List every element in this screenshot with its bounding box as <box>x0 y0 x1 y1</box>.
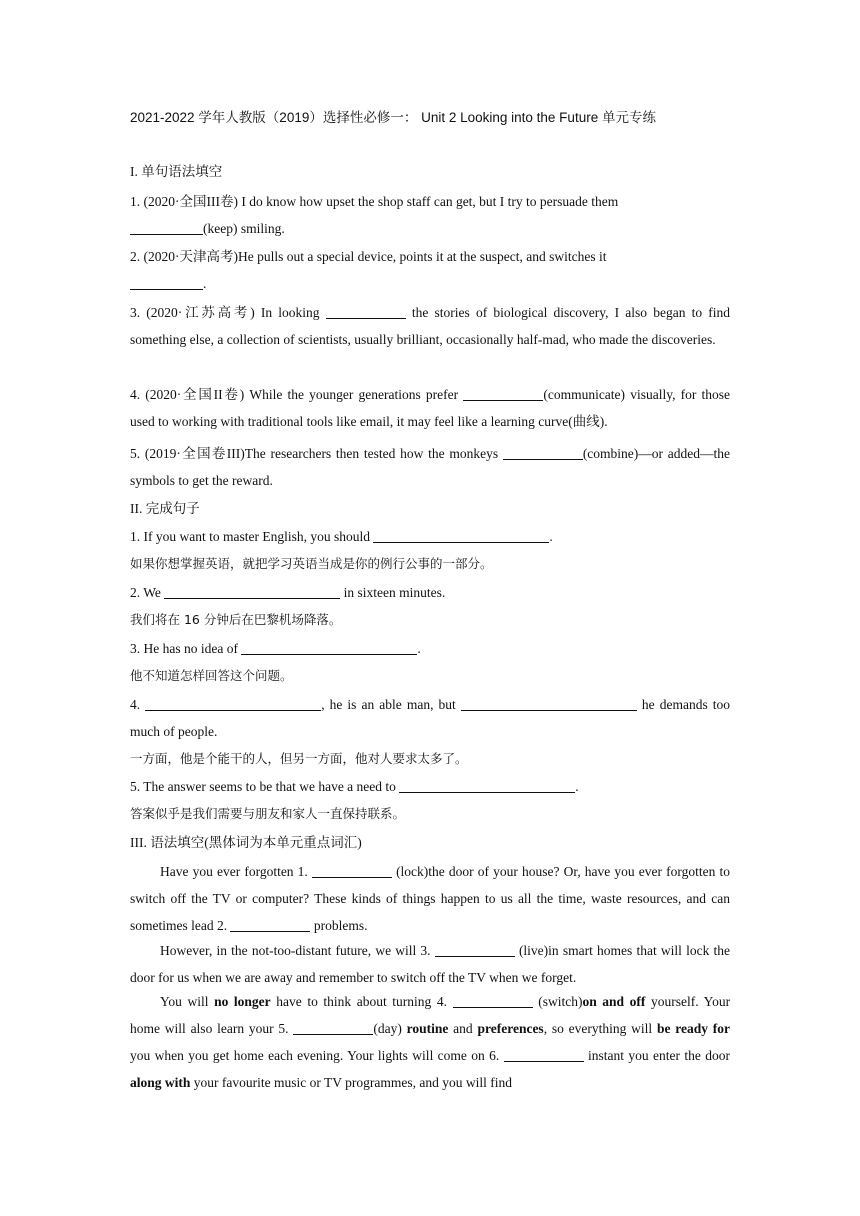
answer-blank[interactable] <box>130 220 203 235</box>
answer-blank[interactable] <box>399 778 575 793</box>
answer-blank[interactable] <box>461 696 637 711</box>
document-title: 2021-2022 学年人教版（2019）选择性必修一： Unit 2 Looking into the Future 单元专练 <box>130 110 656 125</box>
sentence-2-2: 2. We in sixteen minutes. 我们将在 16 分钟后在巴黎机场降落。 <box>130 585 446 627</box>
sentence-2-4: 4. , he is an able man, but he demands too much of people. 一方面，他是个能干的人，但另一方面，他对人要求太多了。 <box>130 697 731 766</box>
section-3-heading: III. 语法填空(黑体词为本单元重点词汇) <box>130 835 362 850</box>
sentence-2-3: 3. He has no idea of . 他不知道怎样回答这个问题。 <box>130 641 421 683</box>
answer-blank[interactable] <box>373 528 549 543</box>
passage-paragraph-3: You will no longer have to think about turning 4. (switch)on and off yourself. Your home will also learn your 5. (day) routine and preferences, so everything will be ready for you when you get home each evening. Your lights will come on 6. instant you enter the door along with your favourite music or TV programmes, and you will find <box>130 994 731 1090</box>
answer-blank[interactable] <box>453 993 533 1008</box>
section-2-heading: II. 完成句子 <box>130 501 200 516</box>
section-1-heading: I. 单句语法填空 <box>130 164 223 179</box>
answer-blank[interactable] <box>293 1020 373 1035</box>
sentence-2-1: 1. If you want to master English, you should . 如果你想掌握英语，就把学习英语当成是你的例行公事的一部分。 <box>130 529 553 571</box>
answer-blank[interactable] <box>130 275 203 290</box>
answer-blank[interactable] <box>326 304 406 319</box>
passage-paragraph-1: Have you ever forgotten 1. (lock)the door of your house? Or, have you ever forgotten to switch off the TV or computer? These kinds of things happen to us all the time, waste resources, and can sometimes lead 2. problems. <box>130 864 730 933</box>
question-1-3: 3. (2020·江苏高考) In looking the stories of biological discovery, I also began to find something else, a collection of scientists, usually brilliant, occasionally half-mad, who made the discoveries. <box>130 305 731 347</box>
question-1-2: 2. (2020·天津高考)He pulls out a special device, points it at the suspect, and switches it . <box>130 249 607 291</box>
answer-blank[interactable] <box>503 445 583 460</box>
answer-blank[interactable] <box>504 1047 584 1062</box>
question-1-5: 5. (2019·全国卷III)The researchers then tested how the monkeys (combine)—or added—the symbols to get the reward. <box>130 446 730 488</box>
answer-blank[interactable] <box>145 696 321 711</box>
answer-blank[interactable] <box>230 917 310 932</box>
answer-blank[interactable] <box>164 584 340 599</box>
answer-blank[interactable] <box>312 863 392 878</box>
sentence-2-5: 5. The answer seems to be that we have a need to . 答案似乎是我们需要与朋友和家人一直保持联系。 <box>130 779 579 821</box>
answer-blank[interactable] <box>241 640 417 655</box>
answer-blank[interactable] <box>435 942 515 957</box>
question-1-1: 1. (2020·全国III卷) I do know how upset the shop staff can get, but I try to persuade them (keep) smiling. <box>130 194 619 236</box>
answer-blank[interactable] <box>463 386 543 401</box>
passage-paragraph-2: However, in the not-too-distant future, we will 3. (live)in smart homes that will lock the door for us when we are away and remember to switch off the TV when we forget. <box>130 943 730 985</box>
question-1-4: 4. (2020·全国II卷) While the younger generations prefer (communicate) visually, for those used to working with traditional tools like email, it may feel like a learning curve(曲线). <box>130 387 731 429</box>
